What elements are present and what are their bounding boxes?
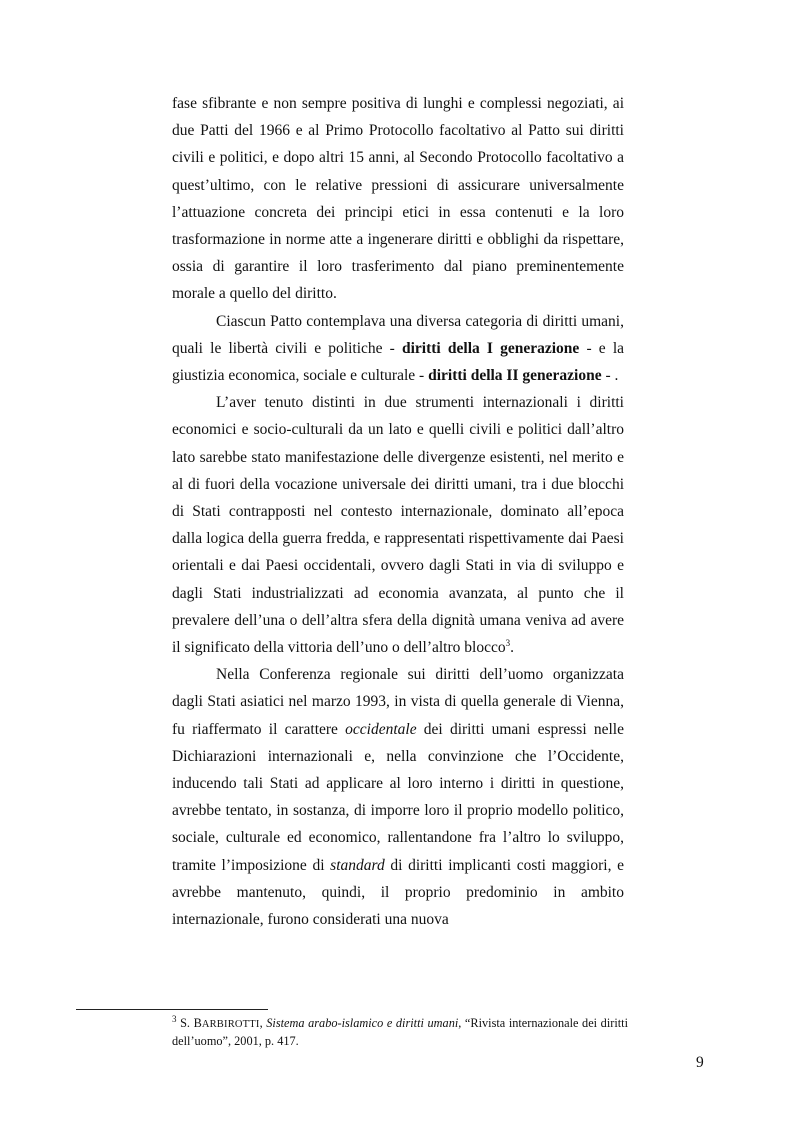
footnote-number: 3 bbox=[172, 1013, 177, 1024]
italic-term-standard: standard bbox=[330, 856, 385, 874]
paragraph-2-end: - . bbox=[601, 367, 619, 385]
footnote bbox=[172, 1015, 628, 1050]
italic-term-occidentale: occidentale bbox=[345, 720, 417, 738]
paragraph-3-end: . bbox=[510, 639, 514, 657]
footnote-title: Sistema arabo-islamico e diritti umani bbox=[266, 1016, 459, 1030]
paragraph-2-text-cont: - e la giustizia economica, sociale e culturale - bbox=[172, 339, 625, 385]
footnote-reference: 3 bbox=[505, 637, 511, 648]
paragraph-4-text: Nella Conferenza regionale sui diritti dell’uomo organizzata dagli Stati asiatici nel marzo 1993, in vista di quella generale di Vienna, fu riaffermato il carattere bbox=[172, 666, 624, 738]
paragraph-3-text: L’aver tenuto distinti in due strumenti internazionali i diritti economici e socio-culturali da un lato e quelli civili e politici dall’altro lato sarebbe stato manifestazione delle divergenze esistenti, nel merito e al di fuori della vocazione universale dei diritti umani, tra i due blocchi di Stati contrapposti nel contesto internazionale, dominato all’epoca dalla logica della guerra fredda, e rappresentati rispettivamente dai Paesi orientali e dai Paesi occidentali, ovvero dagli Stati in via di sviluppo e dagli Stati industrializzati ad economia avanzata, al punto che il prevalere dell’una o dell’altra sfera della dignità umana veniva ad avere il significato della vittoria dell’uno o dell’altro blocco bbox=[172, 394, 624, 657]
footnote-divider bbox=[76, 1009, 268, 1010]
paragraph-1-text: fase sfibrante e non sempre positiva di lunghi e complessi negoziati, ai due Patti del 1966 e al Primo Protocollo facoltativo al Patto sui diritti civili e politici, e dopo altri 15 anni, al Secondo Protocollo facoltativo a quest’ultimo, con le relative pressioni di assicurare universalmente l’attuazione concreta dei principi etici in essa contenuti e la loro trasformazione in norme atte a ingenerare diritti e obblighi da rispettare, ossia di garantire il loro trasferimento dal piano preminentemente morale a quello del diritto. bbox=[172, 95, 624, 303]
footnote-source: , “Rivista internazionale dei diritti dell’uomo”, 2001, p. 417. bbox=[172, 1016, 628, 1048]
main-text bbox=[172, 90, 624, 933]
paragraph-3 bbox=[172, 389, 624, 661]
paragraph-2 bbox=[172, 308, 624, 390]
paragraph-1 bbox=[172, 90, 624, 308]
footnote-separator: , bbox=[259, 1016, 267, 1030]
paragraph-4-end: di diritti implicanti costi maggiori, e avrebbe mantenuto, quindi, il proprio predominio in ambito internazionale, furono considerati una nuova bbox=[172, 856, 624, 929]
bold-term-first-generation: diritti della I generazione bbox=[402, 339, 580, 357]
page-number: 9 bbox=[696, 1054, 704, 1071]
footnote-author-initial: S. B bbox=[180, 1016, 202, 1030]
paragraph-2-text: Ciascun Patto contemplava una diversa categoria di diritti umani, quali le libertà civili e politiche - bbox=[172, 312, 624, 357]
paragraph-4 bbox=[172, 661, 624, 933]
footnote-author-smallcaps: ARBIROTTI bbox=[201, 1019, 260, 1030]
paragraph-4-text-cont: dei diritti umani espressi nelle Dichiarazioni internazionali e, nella convinzione che l’Occidente, inducendo tali Stati ad applicare al loro interno i diritti in questione, avrebbe tentato, in sostanza, di imporre loro il proprio modello politico, sociale, culturale ed economico, rallentandone fra l’altro lo sviluppo, tramite l’imposizione di bbox=[172, 720, 624, 874]
bold-term-second-generation: diritti della II generazione bbox=[428, 367, 602, 385]
